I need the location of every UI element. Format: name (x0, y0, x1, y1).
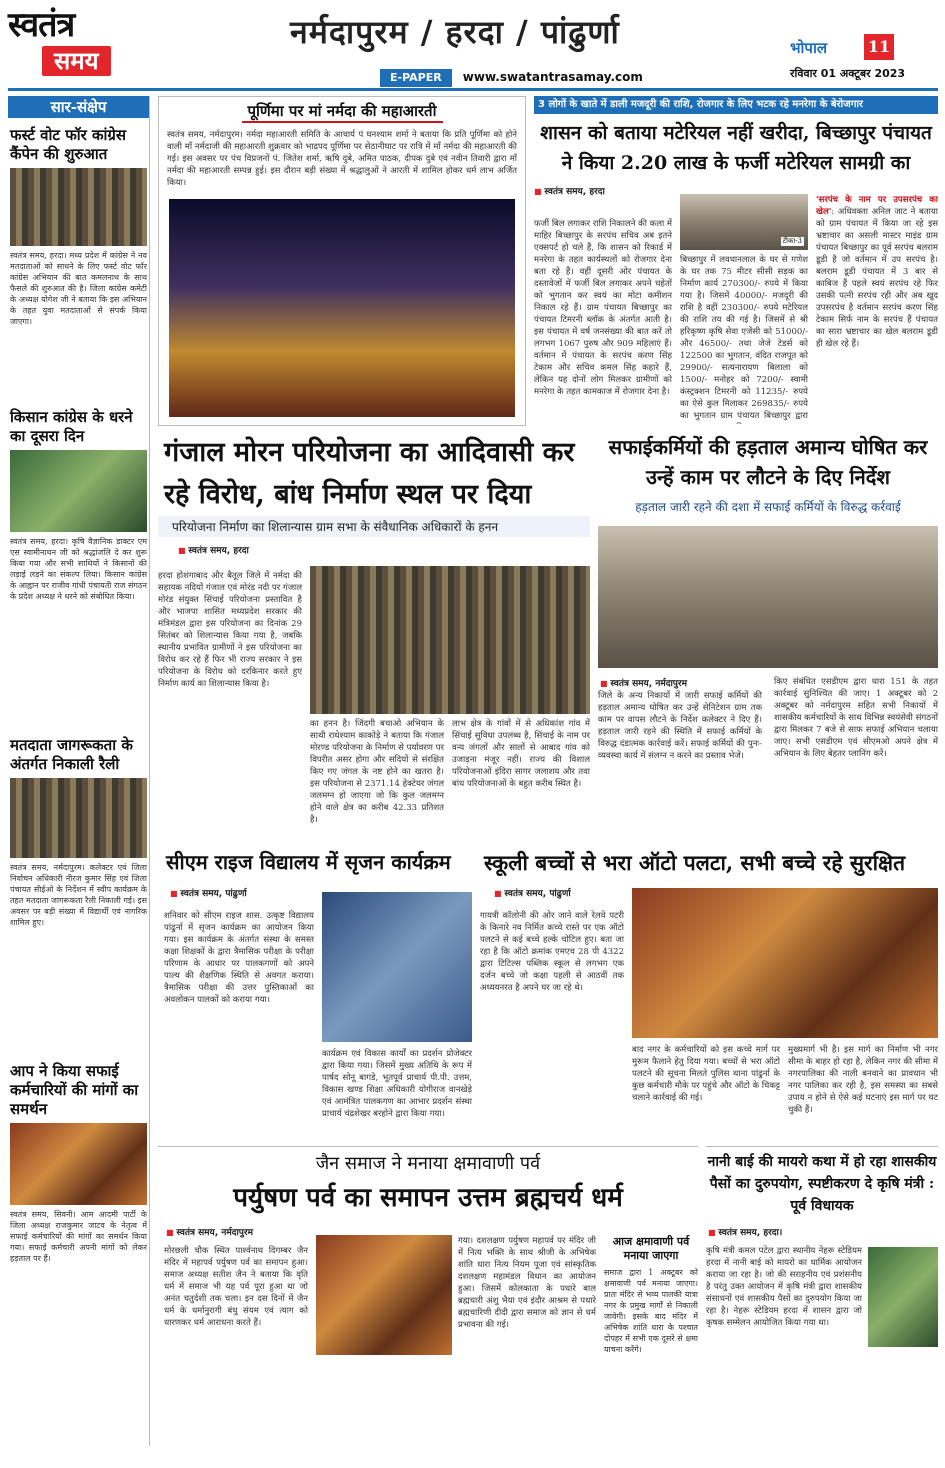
story-body: जिले के अन्य निकायों में जारी सफाई कर्मियों की हड़ताल अमान्य घोषित कर उन्हें सेनिटेशन ग्राम तक काम पर वापस लौटने के निर्देश कलेक्टर ने दिए हैं। हड़ताल जारी रहने की स्थिति में सफाई कर्मियों के विरुद्ध दंडात्मक कार्रवाई करें। सफाई कर्मियों की पुनः-व्यवस्था कार्य में संलग्न न करने का प्रस्ताव भेजें। (598, 691, 762, 761)
story-body-3: लाभ क्षेत्र के गांवों में से अधिकांश गांव में सिंचाई सुविधा उपलब्ध है, सिंचाई के नाम पर वन्य जंगलों और सालों से आबाद गांव को उजाड़ना मंजूर नहीं। राज्य की विशाल परियोजनाओं इंदिरा सागर जलाशय और तवा बांध परियोजनाओं के बहुत करीब स्थित है। (452, 719, 590, 789)
story-headline[interactable]: सीएम राइज विद्यालय में सृजन कार्यक्रम (166, 850, 451, 874)
box-headline: आज क्षमावाणी पर्व मनाया जाएगा (612, 1235, 690, 1262)
panchayat-photo (680, 194, 808, 250)
strike-story (598, 432, 938, 840)
paryushan-photo (316, 1235, 452, 1355)
panchayat-story (534, 96, 938, 426)
story-headline[interactable]: पूर्णिमा पर मां नर्मदा की महाआरती (242, 101, 443, 123)
story-body: हरदा होशंगाबाद और बैतूल जिले में नर्मदा की सहायक नदियों गंजाल एवं मोरंड नदी पर गंजाल मोरंड संयुक्त सिंचाई परियोजना प्रस्तावित है और भाजपा शासित मध्यप्रदेश सरकार की मंत्रिमंडल द्वारा इस परियोजना का दिनांक 29 सितंबर को शिलान्यास किया गया है, जबकि स्थानीय प्रभावित ग्रामीणों ने इस परियोजना का विरोध कर रहे हैं फिर भी राज्य सरकार ने इस परियोजना के विरोध को दरकिनार करते हुए निर्माण कार्य का शिलान्यास किया है। (158, 571, 302, 689)
story-body-2: बिच्छापुर में लवधानलाल के घर से गणेश के घर तक 75 मीटर सीसी सड़क का निर्माण कार्य 270300/- रुपये में किया गया है। जिसमें 40000/- मजदूरी की राशि है वहीं 230300/- रुपये मटेरियल की राशि तय की गई है। जिसमें से श्री हरिकृष्ण कृषि सेवा एजेंसी को 51000/- और 46500/- तथा जेजे टेडर्स को 122500 का भुगतान, वंदित राजपूत को 29900/- सत्यनारायण बिलाला को 1500/- मनोहर को 7200/- स्वामी कंस्ट्रक्शन टिमरनी को 11235/- रुपये का ऐसे कुल मिलाकर 269835/- रुपये का भुगतान ग्राम पंचायत बिच्छापुर द्वारा (680, 255, 808, 421)
story-body: मोरछली चौक स्थित पार्श्वनाथ दिगम्बर जैन मंदिर में महापर्व पर्युषण पर्व का समापन हुआ। समाज अध्यक्ष सतीश जैन ने बताया कि वृति धर्म में समाज भी यह पर्व पूरा हुआ था जो अनंत चतुर्दशी तक चला। इन दस दिनों में जैन धर्म के धर्मानुरागी बंधु संयम एवं त्याग को धारणकर धर्म आराधना करते हैं। (164, 1246, 308, 1328)
logo-bottom-text: समय (42, 46, 111, 76)
box-body: समाज द्वारा 1 अक्टूबर को क्षमावाणी पर्व मनाया जाएगा। प्रातः मंदिर से भव्य पालकी यात्रा नगर के प्रमुख मार्गों से निकाली जावेगी। इसके बाद मंदिर में अभिषेक शांति धारा के पश्चात दोपहर में सभी एक दूसरे से क्षमा याचना करेंगे। (604, 1268, 698, 1354)
story-kicker: जैन समाज ने मनाया क्षमावाणी पर्व (315, 1153, 541, 1174)
sidebar-body: स्वतंत्र समय, सिवनी। आम आदमी पार्टी के जिला अध्यक्ष राजकुमार जाटव के नेतृत्व में सफाई कर्मचारियों की मांगों का समर्थन किया गया। सफाई कर्मचारी अपनी मांगों को लेकर हड़ताल पर हैं। (10, 1210, 147, 1263)
issue-date: रविवार 01 अक्टूबर 2023 (790, 67, 906, 80)
sidebar-text: : अधिवक्ता अनिल जाट ने बताया को ग्राम पंचायत में किया जा रहे इस भ्रष्टाचार का असली मास्टर माइंड ग्राम पंचायत बिच्छापुर का पूर्व सरपंच बलराम डूडी है जो वर्तमान में उप सरपंच है। बलराम डूडी पंचायत में 3 बार से काबिज हैं पहले स्वयं सरपंच रहे फिर उसकी पत्नी सरपंच रही और अब खुद उपसरपंच है वर्तमान सरपंच करण सिंह टेकाम सिर्फ नाम के सरपंच हैं पंचायत का सारा भ्रष्टाचार का खेल बलराम डूडी ही खेल रहे हैं। (816, 207, 938, 349)
aarti-story (158, 96, 526, 426)
logo-top-text: स्वतंत्र (8, 5, 75, 45)
cmrise-story (158, 848, 474, 1138)
story-body-2: बाद नगर के कर्मचारियों को इस कच्चे मार्ग पर मुरूम फैलाने हेतु दिया गया। बच्चों से भरा ऑटो पलटने की सूचना मिलते पुलिस थाना पांढुर्ना के कुछ कर्मचारी मौके पर पहुंचे और ऑटो के चिकट्ट चलाने कार्रवाई की गई। (632, 1045, 780, 1103)
nani-story (706, 1146, 938, 1446)
sidebar-headline[interactable]: किसान कांग्रेस के धरने का दूसरा दिन (10, 408, 133, 445)
gunjal-protest-photo (310, 566, 590, 714)
website-url[interactable]: www.swatantrasamay.com (462, 70, 643, 84)
epaper-label: E-PAPER (380, 69, 452, 87)
edition-city: भोपाल (790, 39, 828, 57)
cmrise-photo (322, 892, 472, 1042)
story-body: कृषि मंत्री कमल पटेल द्वारा स्थानीय नेहरू स्टेडियम हरदा में नानी बाई को मायरो का धार्मिक आयोजन कराया जा रहा है। जो की सराहनीय एवं प्रशंसनीय है परंतु उक्त आयोजन में कृषि मंत्री द्वारा शासकीय संसाधनों एवं शासकीय पैसों का दुरुपयोग किया जा रहा है। नेहरू स्टेडियम हरदा में शासन द्वारा जो कृषक सम्मेलन आयोजित किया गया था। (706, 1246, 862, 1328)
sidebar-photo (10, 168, 147, 246)
sidebar-body: स्वतंत्र समय, नर्मदापुरम। कलेक्टर एवं जिला निर्वाचन अधिकारी नीरज कुमार सिंह एवं जिला पंचायत सीईओ के निर्देशन में स्वीप कार्यक्रम के तहत मतदाता जागरूकता रैली निकाली गई। इस अवसर पर बड़ी संख्या में विद्यार्थी एवं नागरिक शामिल हुए। (10, 863, 147, 927)
sidebar-photo (10, 450, 147, 532)
strike-meeting-photo (598, 526, 938, 668)
sidebar-column (8, 96, 150, 1446)
story-subhead: परियोजना निर्माण का शिलान्यास ग्राम सभा के संवैधानिक अधिकारों के हनन (158, 516, 590, 537)
story-byline: ■ स्वतंत्र समय, हरदा (534, 184, 938, 197)
story-headline[interactable]: नानी बाई की मायरो कथा में हो रहा शासकीय पैसों का दुरुपयोग, स्पष्टीकरण दे कृषि मंत्री : पूर्व विधायक (707, 1154, 937, 1214)
sidebar-header: सार-संक्षेप (8, 96, 149, 118)
sarpanch-sidebar (816, 194, 938, 424)
section-title: नर्मदापुरम / हरदा / पांढुर्णा (290, 13, 620, 51)
sidebar-body: स्वतंत्र समय, हरदा। कृषि वैज्ञानिक डाक्टर एम एस स्वामीनाथन जी को श्रद्धांजलि दे कर शुरू किया गया और सभी साथियों ने किसानों की लड़ाई लड़ने का संकल्प लिया। किसान कांग्रेस के आह्वान पर राजीव गांधी पंचायती राज संगठन के प्रदेश अध्यक्ष ने धरने को संबोधित किया। (10, 537, 147, 601)
story-kicker: 3 लोगों के खाते में डाली मजदूरी की राशि, रोजगार के लिए भटक रहे मनरेगा के बेरोजगार (534, 96, 938, 114)
story-subhead: हड़ताल जारी रहने की दशा में सफाई कर्मियों के विरुद्ध कर्रवाई (635, 500, 901, 514)
former-mla-photo (868, 1247, 938, 1347)
story-byline: ■ स्वतंत्र समय, हरदा (178, 543, 590, 556)
story-body: शनिवार को सीएम राइज शास. उत्कृष्ट विद्यालय पांढुर्ना में सृजन कार्यक्रम का आयोजन किया गया। इस कार्यक्रम के अंतर्गत संस्था के समस्त कक्षा शिक्षकों के द्वारा त्रैमासिक परीक्षा के परीक्षा परिणाम के आधार पर पालकगणों को अपने पाल्य की शैक्षणिक स्थिति से अवगत कराया। त्रैमासिक परीक्षा की उत्तर पुस्तिकाओं का अवलोकन पालकों को कराया गया। (164, 911, 314, 1005)
story-body: स्वतंत्र समय, नर्मदापुरम। नर्मदा महाआरती समिति के आचार्य पं घनश्याम शर्मा ने बताया कि प्रति पूर्णिमा को होने वाली मॉं नर्मदाजी की महाआरती शुक्रवार को भाद्रपद पूर्णिमा पर सेठानीघाट पर रात्रि में मॉं नर्मदा की महाआरती की गई। इस अवसर पर पंच विप्रजनों पं. जितेश शर्मा, ऋषि दुबे, अमित पाठक, दीपक दुबे एवं नवीन तिवारी द्वारा मॉं नर्मदा की महाआरती सम्पन्न हुई। इस दौरान बड़ी संख्या में श्रद्धालुओं ने आरती में शामिल होकर धर्म लाभ अर्जित किया। (167, 130, 517, 188)
sidebar-photo (10, 778, 147, 858)
sidebar-headline[interactable]: फर्स्ट वोट फॉर कांग्रेस कैंपेन की शुरुआत (10, 126, 127, 163)
story-body-2: का हनन है। जिंदगी बचाओ अभियान के साथी राधेश्याम काकोड़े ने बताया कि गंजाल मोरण्ड परियोजना के निर्माण से पर्यावरण पर विपरीत असर होगा और सदियों से संरक्षित किए गए जंगल के नष्ट होने का खतरा है। इस परियोजना से 2371.14 हेक्टेयर जंगल जलमग्न हो जाएगा जो कि कुल जलमग्न होने वाले क्षेत्र का करीब 42.33 प्रतिशत है। (310, 719, 444, 825)
story-byline: ■ स्वतंत्र समय, नर्मदापुरम (600, 676, 687, 689)
story-headline[interactable]: पर्युषण पर्व का समापन उत्तम ब्रह्मचर्य धर्म (233, 1183, 623, 1213)
story-headline[interactable]: गंजाल मोरन परियोजना का आदिवासी कर रहे विरोध, बांध निर्माण स्थल पर दिया (164, 437, 575, 510)
story-headline[interactable]: शासन को बताया मटेरियल नहीं खरीदा, बिच्छापुर पंचायत ने किया 2.20 लाख के फर्जी मटेरियल सामग्री का (540, 122, 932, 174)
story-body: गायत्री कॉलोनी की ओर जाने वाले रेलवे पटरी के किनारे नव निर्मित कच्चे रास्ते पर एक ऑटो पलटने से कई बच्चे हल्के चोटिल हुए। बता जा रहा है कि ऑटो क्रमांक एमएच 28 पी 4322 द्वारा टिटिल्स पब्लिक स्कूल से लगभग एक दर्जन बच्चे जो कक्षा पहली से आठवीं तक अध्ययनरत है अपने घर जा रहे थे। (480, 911, 624, 993)
auto-story (480, 848, 938, 1138)
sidebar-photo (10, 1123, 147, 1205)
story-byline: ■ स्वतंत्र समय, नर्मदापुरम (166, 1225, 698, 1238)
masthead-rule (8, 88, 938, 91)
sidebar-body: स्वतंत्र समय, हरदा। मध्य प्रदेश में कांग्रेस ने नव मतदाताओं को साधने के लिए फर्स्ट वोट फॉर कांग्रेस अभियान की बात कमलनाथ के साथ फैसले की शुरुआत की है। जिला कांग्रेस कमेटी के अध्यक्ष योगेश जी ने बताया कि इस अभियान के तहत युवा मतदाताओं से संपर्क किया जाएगा। (10, 251, 147, 326)
paryushan-story (158, 1146, 698, 1446)
sidebar-label: 'सरपंच के नाम पर उपसरपंच का खेल' (816, 195, 938, 217)
aarti-photo (169, 199, 515, 417)
gunjal-story (158, 432, 590, 840)
story-body-3: मुख्यमार्ग भी है। इस मार्ग का निर्माण भी नगर सीमा के बाहर हो रहा है, लेकिन नगर की सीमा में नगरपालिका की नाली बनवाने का प्रावधान भी नगर पालिका कर रही है, इस समस्या का सबसे उपाय न होने से ऐसे कई घटनाएं इस मार्ग पर घट चुकी हैं। (788, 1045, 938, 1115)
story-body-2: किए संबंधित एसडीएम द्वारा धारा 151 के तहत कार्रवाई सुनिश्चित की जाए। 1 अक्टूबर को 2 अक्टूबर को नर्मदापुरम सहित सभी निकायों में शासकीय कर्मचारियों के साथ विभिन्न स्वयंसेवी संगठनों द्वारा मिलकर 7 बजे से साफ सफाई अभियान चलाया जाए। सभी एसडीएम एवं सीएमओ अपने क्षेत्र में अभियान के लिए बेहतर प्लानिंग करें। (774, 677, 938, 759)
photo-tag: टीका-3 (782, 237, 802, 245)
epaper-bar (380, 66, 780, 84)
sidebar-headline[interactable]: मतदाता जागरूकता के अंतर्गत निकाली रैली (10, 736, 133, 773)
story-byline: ■ स्वतंत्र समय, पांढुर्णा (170, 886, 474, 899)
page-number: 11 (864, 34, 894, 60)
kshamavani-box (604, 1235, 698, 1445)
story-headline[interactable]: स्कूली बच्चों से भरा ऑटो पलटा, सभी बच्चे रहे सुरक्षित (484, 850, 906, 875)
story-body-2: गया। दशलक्षण पर्युषण महापर्व पर मंदिर जी में नित्य भक्ति के साथ श्रीजी के अभिषेक शांति धारा नित्य नियम पूजा एवं सांस्कृतिक दशलक्षण महामंडल विधान का आयोजन हुआ। जिसमें कोलकाता के पधारे बाल ब्रह्मचारी अंशु भैया एवं इंदौर आश्रम से पधारे ब्रह्मचारिणी दीदी द्वारा समाज को ज्ञान से धर्म प्रभावना की गई। (458, 1236, 596, 1330)
sidebar-headline[interactable]: आप ने किया सफाई कर्मचारियों की मांगों का समर्थन (10, 1062, 139, 1118)
story-body: फर्जी बिल लगाकर राशि निकालने की कला में माहिर बिच्छापुर के सरपंच सचिव अब इतने एक्सपर्ट हो चले हैं, कि शासन को रिकार्ड में मनरेगा के तहत कार्यस्थलों को रोजगार देना बता रहे हैं। वहीं दूसरी ओर पंचायत के दस्तावेजों में फर्जी बिल लगाकर अपने चहेतों को भुगतान कर स्वयं का मोटा कमीशन निकाल रहे हैं। ग्राम पंचायत बिच्छापुर का पंचायत टिमरनी ब्लॉक के अंतर्गत आती है। इस पंचायत में वर्ष जनसंख्या की बात करें तो लगभग 1067 पुरुष और 909 महिलाएं हैं। वर्तमान में पंचायत के सरपंच करण सिंह टेकाम और सचिव कमल सिंह कहारे हैं, लेकिन यह दोनों लोग मिलकर ग्रामीणों को मनरेगा के तहत कामकाज में रोजगार देना है। (534, 219, 672, 397)
story-body-2: कार्यक्रम एवं विकास कार्यों का प्रदर्शन प्रोजेक्टर द्वारा किया गया। जिसमें मुख्य अतिथि के रूप में पार्षद सोनू बागडे, भूतपूर्व प्राचार्य पी.पी. उत्तम, विकास खण्ड शिक्षा अधिकारी योगीराज वानखेड़े एवं आमंत्रित पालकगण का आभार प्रदर्शन संस्था प्राचार्य चंद्रशेखर बरहोने द्वारा किया गया। (322, 1049, 472, 1119)
story-byline: ■ स्वतंत्र समय, हरदा। (708, 1225, 938, 1238)
newspaper-logo (8, 6, 126, 86)
story-byline: ■ स्वतंत्र समय, पांढुर्णा (494, 886, 938, 899)
story-headline[interactable]: सफाईकर्मियों की हड़ताल अमान्य घोषित कर उन्हें काम पर लौटने के दिए निर्देश (608, 435, 928, 489)
auto-accident-photo (632, 888, 938, 1038)
